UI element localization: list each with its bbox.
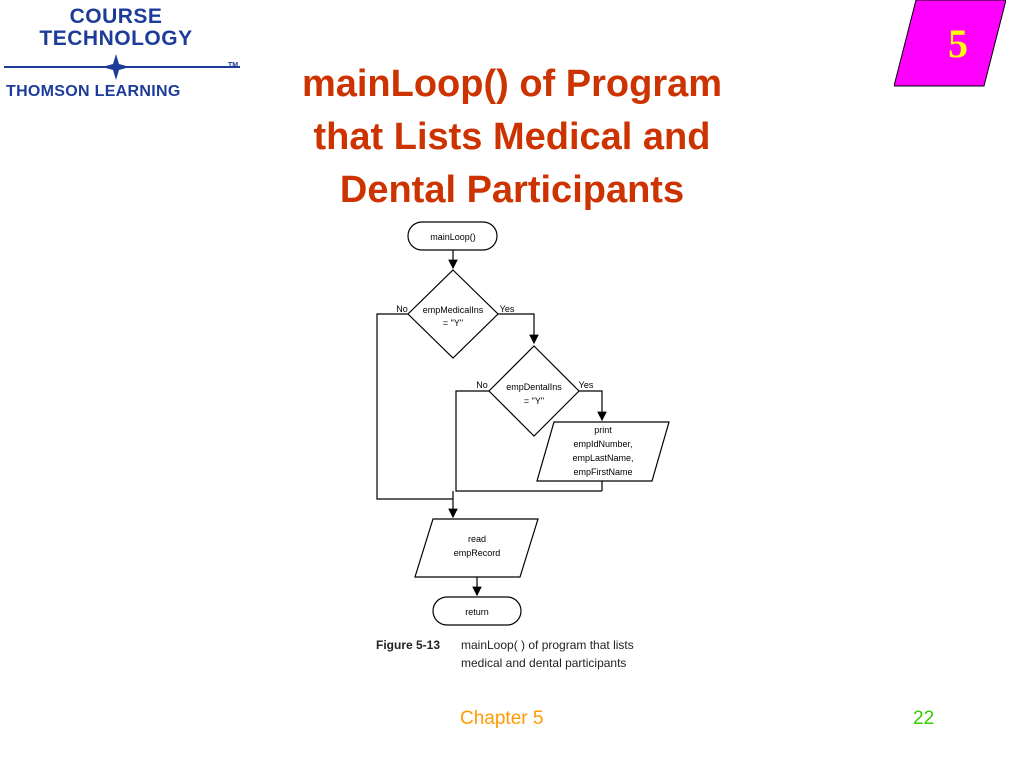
decision1-line1: empMedicalIns (422, 305, 484, 315)
logo-trademark: TM (228, 62, 239, 69)
read-line1: read (467, 534, 487, 544)
slide-title (246, 58, 778, 217)
figure-caption-line2: medical and dental participants (461, 656, 627, 670)
chapter-badge-number: 5 (948, 21, 968, 66)
print-line1: print (594, 425, 612, 435)
return-label: return (465, 607, 489, 617)
figure-caption-line1: mainLoop( ) of program that lists (461, 638, 634, 652)
logo-line-thomson: THOMSON LEARNING (6, 83, 181, 100)
start-label: mainLoop() (430, 232, 476, 242)
title-line-2: that Lists Medical and (313, 116, 711, 158)
decision2-line2: = "Y" (523, 396, 545, 406)
print-line3: empLastName, (572, 453, 634, 463)
decision1-yes: Yes (499, 304, 515, 314)
flowchart (365, 215, 685, 675)
logo-line-course: COURSE (69, 5, 163, 28)
decision2-no: No (476, 380, 488, 390)
decision1-line2: = "Y" (442, 318, 464, 328)
course-technology-logo (0, 0, 250, 110)
print-line4: empFirstName (573, 467, 633, 477)
footer-page-number: 22 (913, 708, 935, 729)
logo-star-icon (4, 52, 240, 82)
title-line-3: Dental Participants (339, 169, 685, 211)
decision2-yes: Yes (578, 380, 594, 390)
print-line2: empIdNumber, (573, 439, 633, 449)
read-line2: empRecord (453, 548, 501, 558)
decision2-line1: empDentalIns (506, 382, 562, 392)
footer-chapter: Chapter 5 (460, 708, 544, 729)
logo-line-technology: TECHNOLOGY (39, 27, 193, 50)
figure-number: Figure 5-13 (376, 638, 441, 652)
title-line-1: mainLoop() of Program (301, 63, 723, 105)
decision1-no: No (396, 304, 408, 314)
